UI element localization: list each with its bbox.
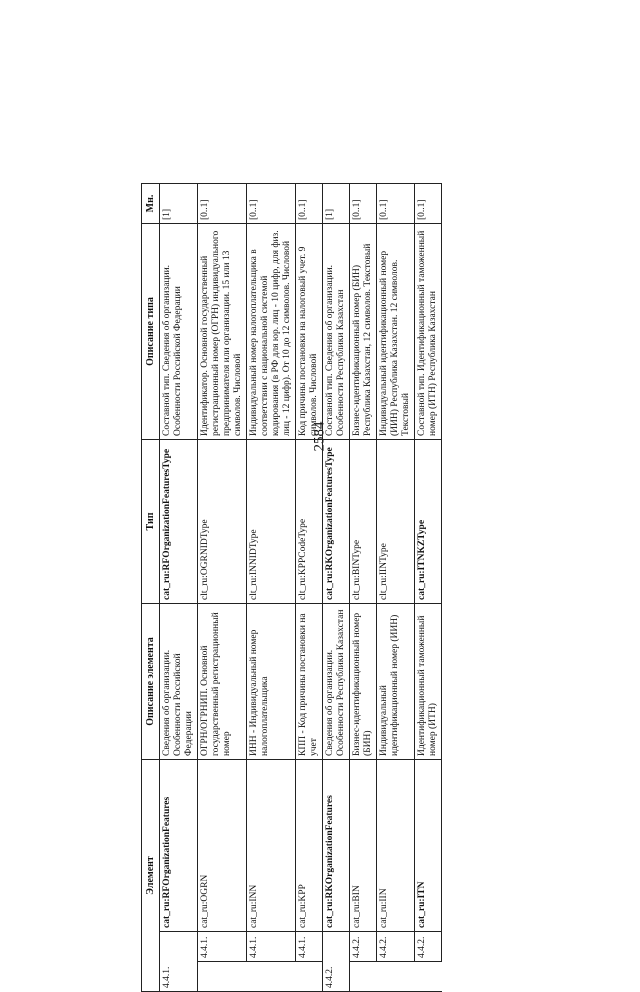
type-description: Составной тип. Сведения об организации. Особенности Республики Казахстан <box>323 223 350 439</box>
rotated-table-sheet <box>141 184 571 992</box>
row-number: 4.4.1. <box>160 932 198 992</box>
type-name: cat_ru:RFOrganizationFeaturesType <box>160 439 198 603</box>
row-number-spacer <box>247 962 296 992</box>
table-header-row <box>142 183 160 991</box>
multiplicity: [1] <box>323 183 350 223</box>
element-name: cat_ru:RFOrganizationFeatures <box>160 759 198 931</box>
type-description: Индивидуальный идентификационный номер (ИИН) Республика Казахстан. 12 символов. Текстовый <box>377 223 415 439</box>
row-sub-number: 4.4.2. <box>377 932 415 962</box>
multiplicity: [1] <box>160 183 198 223</box>
element-name: cat_ru:INN <box>247 759 296 931</box>
multiplicity: [0..1] <box>296 183 323 223</box>
header-element: Элемент <box>142 759 160 991</box>
element-description: ОГРН/ОГРНИП. Основной государственный регистрационный номер <box>198 603 247 759</box>
element-description: Бизнес-идентификационный номер (БИН) <box>350 603 377 759</box>
type-description: Код причины постановки на налоговый учет. 9 символов. Числовой <box>296 223 323 439</box>
multiplicity: [0..1] <box>350 183 377 223</box>
row-sub-number: 4.4.2. <box>415 932 442 962</box>
type-description: Составной тип. Идентификационный таможенный номер (ИТН) Республика Казахстан <box>415 223 442 439</box>
multiplicity: [0..1] <box>377 183 415 223</box>
table-row <box>377 183 415 991</box>
element-name: cat_ru:ITN <box>415 759 442 931</box>
row-number-spacer <box>296 962 323 992</box>
row-sub-number: 4.4.1. <box>247 932 296 962</box>
element-name: cat_ru:BIN <box>350 759 377 931</box>
element-name: cat_ru:RKOrganizationFeatures <box>323 759 350 931</box>
type-name: clt_ru:IINType <box>377 439 415 603</box>
type-name: cat_ru:ITNKZType <box>415 439 442 603</box>
table-row <box>350 183 377 991</box>
multiplicity: [0..1] <box>198 183 247 223</box>
header-type-description: Описание типа <box>142 223 160 439</box>
element-description: Идентификационный таможенный номер (ИТН) <box>415 603 442 759</box>
page-number: 2584 <box>311 421 328 452</box>
table-row <box>323 183 350 991</box>
table-row <box>247 183 296 991</box>
element-description: Индивидуальный идентификационный номер (ИИН) <box>377 603 415 759</box>
element-description: КПП - Код причины постановки на учет <box>296 603 323 759</box>
table-row <box>415 183 442 991</box>
type-description: Составной тип. Сведения об организации. Особенности Российской Федерации <box>160 223 198 439</box>
row-number-spacer <box>377 962 415 992</box>
type-name: clt_ru:OGRNIDType <box>198 439 247 603</box>
row-sub-number: 4.4.1. <box>198 932 247 962</box>
header-element-description: Описание элемента <box>142 603 160 759</box>
row-sub-number: 4.4.1. <box>296 932 323 962</box>
element-name: cat_ru:KPP <box>296 759 323 931</box>
type-description: Индивидуальный номер налогоплательщика в соответствии с национальной системой кодирования (в РФ для юр. лиц - 10 цифр, для физ. лиц - 12 цифр). От 10 до 12 символов. Числовой <box>247 223 296 439</box>
type-description: Идентификатор. Основной государственный регистрационный номер (ОГРН) индивидуального предпринимателя или организации. 15 или 13 символов. Числовой <box>198 223 247 439</box>
element-description: Сведения об организации. Особенности Республики Казахстан <box>323 603 350 759</box>
header-multiplicity: Мн. <box>142 183 160 223</box>
multiplicity: [0..1] <box>415 183 442 223</box>
multiplicity: [0..1] <box>247 183 296 223</box>
row-number-spacer <box>415 962 442 992</box>
table-row <box>160 183 198 991</box>
type-name: clt_ru:BINType <box>350 439 377 603</box>
element-name: cat_ru:IIN <box>377 759 415 931</box>
type-name: cat_ru:RKOrganizationFeaturesType <box>323 439 350 603</box>
table-row <box>296 183 323 991</box>
table-row <box>198 183 247 991</box>
element-description: Сведения об организации. Особенности Российской Федерации <box>160 603 198 759</box>
element-table <box>141 183 442 992</box>
table-body <box>160 183 442 991</box>
header-type: Тип <box>142 439 160 603</box>
row-sub-number: 4.4.2. <box>350 932 377 962</box>
element-description: ИНН - Индивидуальный номер налогоплательщика <box>247 603 296 759</box>
element-name: cat_ru:OGRN <box>198 759 247 931</box>
row-number-spacer <box>198 962 247 992</box>
type-description: Бизнес-идентификационный номер (БИН) Республика Казахстан, 12 символов. Текстовый <box>350 223 377 439</box>
type-name: clt_ru:INNIDType <box>247 439 296 603</box>
type-name: clt_ru:KPPCodeType <box>296 439 323 603</box>
row-number: 4.4.2. <box>323 932 350 992</box>
row-number-spacer <box>350 962 377 992</box>
